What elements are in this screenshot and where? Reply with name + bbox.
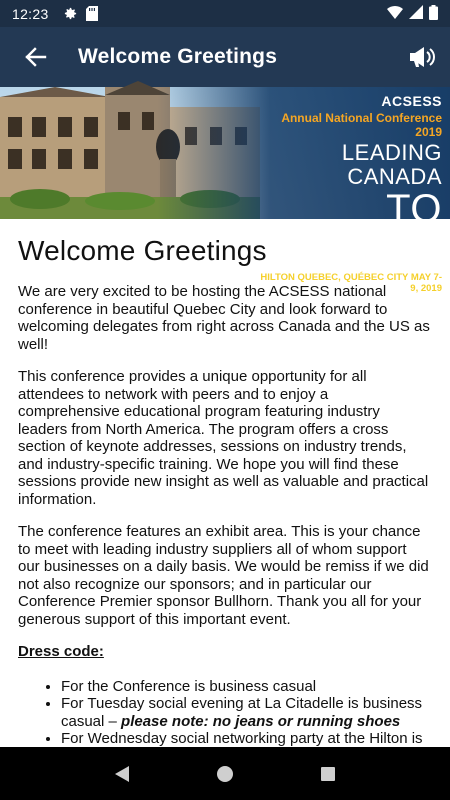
nav-home-button[interactable] (210, 759, 240, 789)
list-item: • For Wednesday social networking party at the Hilton is (61, 730, 430, 748)
conference-title-block (255, 87, 450, 304)
annual-conference-label: Annual National Conference 2019 (281, 111, 442, 139)
gear-icon (63, 6, 78, 21)
sd-card-icon (86, 6, 98, 21)
venue-date: HILTON QUEBEC, QUÉBEC CITY MAY 7-9, 2019 (260, 272, 442, 294)
status-bar (0, 0, 450, 27)
back-button[interactable] (6, 27, 66, 87)
megaphone-icon (409, 46, 435, 68)
home-circle-icon (216, 765, 234, 783)
dress-code-note: please note: no jeans or running shoes (121, 712, 401, 730)
list-item: • For the Conference is business casual (61, 678, 430, 696)
status-time: 12:23 (12, 5, 49, 22)
back-triangle-icon (114, 765, 130, 783)
paragraph-intro: We are very excited to be hosting the ACSESS national conference in beautiful Quebec City and look forward to welcoming delegates from right across Canada and the US as well! (18, 283, 430, 353)
banner-headline-line1: LEADING CANADA (341, 140, 442, 189)
content-heading: Welcome Greetings (18, 235, 267, 266)
wifi-icon (387, 5, 403, 22)
dress-code-heading: Dress code: (18, 643, 104, 660)
paragraph-program: This conference provides a unique opportunity for all attendees to network with peers and to enjoy a comprehensive educational program featuring industry leaders from North America. The program offers a cross section of keynote addresses, sessions on industry trends, and industry-specific training. We hope you will find these sessions provide new insight as well as valuable and practical information. (18, 368, 429, 508)
cell-signal-icon (409, 5, 423, 22)
status-icons-right (387, 5, 438, 23)
arrow-back-icon (26, 48, 46, 66)
acsess-logo: ACSESS (381, 93, 442, 109)
recents-square-icon (320, 766, 336, 782)
paragraph-exhibit: The conference features an exhibit area. This is your chance to meet with leading industry suppliers all of whom support our businesses on a daily basis. We would be remiss if we did not also recognize our sponsors; and in particular our Conference Premier sponsor Bullhorn. Thank you all for your generous support of this important event. (18, 523, 429, 628)
page-title: Welcome Greetings (78, 45, 278, 68)
hashtag: #ACSESS2Work2019 (374, 297, 442, 304)
nav-recents-button[interactable] (313, 759, 343, 789)
app-bar (0, 27, 450, 87)
nav-back-button[interactable] (107, 759, 137, 789)
battery-icon (429, 5, 438, 23)
list-item: • For Tuesday social evening at La Citadelle is business casual – please note: no jeans or running shoes (61, 695, 430, 730)
announcements-button[interactable] (394, 27, 450, 87)
system-nav-bar (0, 747, 450, 800)
banner-headline-line2: TO WORK (315, 187, 442, 271)
dress-code-list (18, 678, 430, 748)
content-scroll[interactable] (0, 219, 450, 747)
